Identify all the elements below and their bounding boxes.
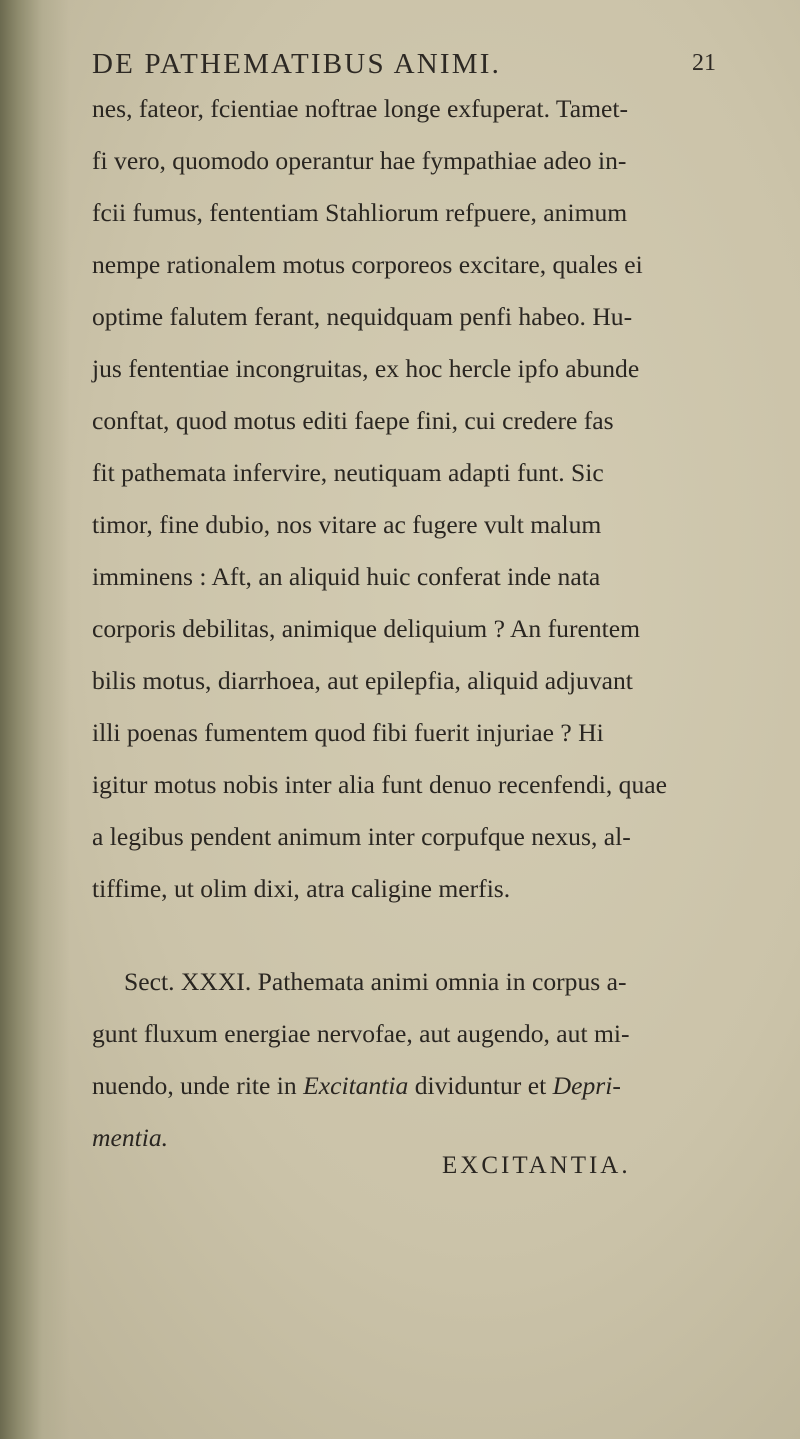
text-segment: Sect. XXXI. Pathemata animi omnia in corpus a- — [124, 967, 627, 996]
text-segment: tiffime, ut olim dixi, atra caligine merfis. — [92, 874, 511, 903]
text-line — [92, 1112, 168, 1164]
text-line — [92, 655, 633, 707]
text-line — [92, 707, 604, 759]
running-title: DE PATHEMATIBUS ANIMI. — [92, 48, 502, 80]
text-segment: conftat, quod motus editi faepe fini, cui credere fas — [92, 406, 614, 435]
binding-shadow — [0, 0, 70, 1439]
text-line — [92, 83, 628, 135]
text-segment: bilis motus, diarrhoea, aut epilepfia, aliquid adjuvant — [92, 666, 633, 695]
text-segment: nempe rationalem motus corporeos excitare, quales ei — [92, 250, 643, 279]
text-line — [92, 343, 639, 395]
text-segment: fi vero, quomodo operantur hae fympathiae adeo in- — [92, 146, 627, 175]
text-segment: imminens : Aft, an aliquid huic conferat inde nata — [92, 562, 601, 591]
text-line — [92, 291, 632, 343]
italic-text: Depri- — [552, 1071, 621, 1100]
italic-text: Excitantia — [303, 1071, 409, 1100]
text-line — [92, 811, 631, 863]
italic-text: mentia. — [92, 1123, 169, 1152]
text-segment: nes, fateor, fcientiae noftrae longe exfuperat. Tamet- — [92, 94, 629, 123]
text-line — [92, 1060, 621, 1112]
text-segment: timor, fine dubio, nos vitare ac fugere vult malum — [92, 510, 602, 539]
text-line — [92, 499, 601, 551]
text-segment: dividuntur et — [408, 1071, 553, 1100]
text-segment: optime falutem ferant, nequidquam penfi habeo. Hu- — [92, 302, 633, 331]
text-line — [92, 1008, 630, 1060]
text-line — [124, 956, 627, 1008]
running-head — [92, 48, 716, 88]
text-line — [92, 603, 640, 655]
text-line — [92, 395, 614, 447]
text-segment: fcii fumus, fententiam Stahliorum refpuere, animum — [92, 198, 628, 227]
text-line — [92, 759, 667, 811]
text-line — [92, 239, 643, 291]
text-line — [92, 135, 626, 187]
text-segment: fit pathemata infervire, neutiquam adapti funt. Sic — [92, 458, 604, 487]
text-line — [92, 551, 600, 603]
text-segment: a legibus pendent animum inter corpufque nexus, al- — [92, 822, 631, 851]
text-segment: gunt fluxum energiae nervofae, aut augendo, aut mi- — [92, 1019, 630, 1048]
text-segment: corporis debilitas, animique deliquium ? An furentem — [92, 614, 641, 643]
text-line — [92, 187, 627, 239]
text-segment: nuendo, unde rite in — [92, 1071, 304, 1100]
text-line — [92, 863, 510, 915]
text-line — [92, 447, 604, 499]
text-segment: jus fententiae incongruitas, ex hoc hercle ipfo abunde — [92, 354, 640, 383]
page-number: 21 — [692, 50, 716, 76]
section-heading: EXCITANTIA. — [442, 1152, 631, 1179]
text-segment: igitur motus nobis inter alia funt denuo recenfendi, quae — [92, 770, 667, 799]
text-segment: illi poenas fumentem quod fibi fuerit injuriae ? Hi — [92, 718, 604, 747]
